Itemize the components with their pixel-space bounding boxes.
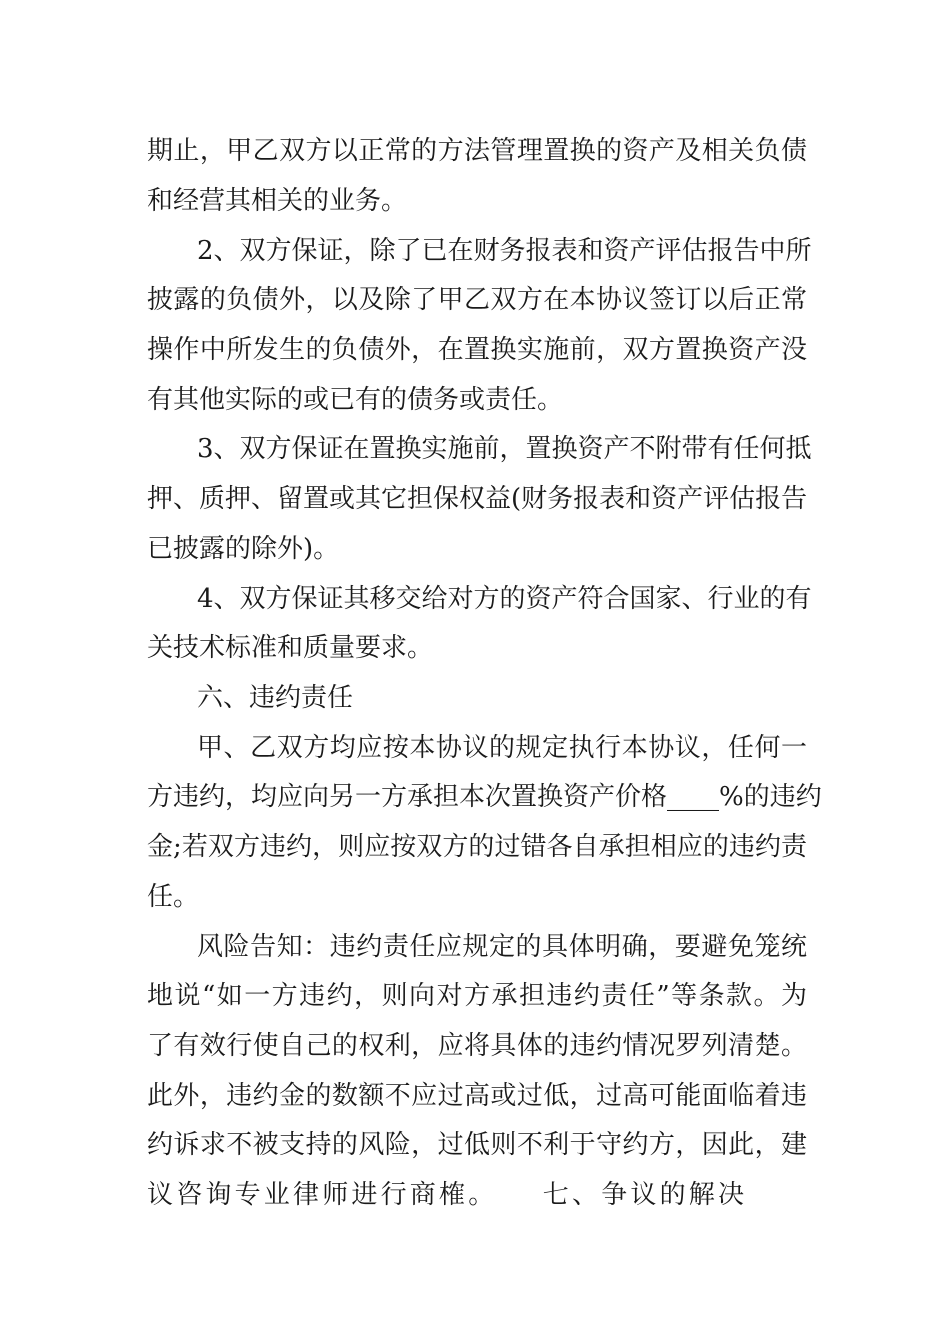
- text-line: 披露的负债外，以及除了甲乙双方在本协议签订以后正常: [147, 285, 807, 315]
- text-line: 方违约，均应向另一方承担本次置换资产价格____%的违约: [147, 782, 822, 812]
- text-line: 3、双方保证在置换实施前，置换资产不附带有任何抵: [197, 434, 812, 464]
- text-line: 地说“如一方违约，则向对方承担违约责任”等条款。为: [147, 981, 807, 1011]
- text-line: 2、双方保证，除了已在财务报表和资产评估报告中所: [197, 236, 812, 266]
- text-line: 期止，甲乙双方以正常的方法管理置换的资产及相关负债: [147, 136, 807, 166]
- text-line: 关技术标准和质量要求。: [147, 633, 434, 663]
- text-line: 操作中所发生的负债外，在置换实施前，双方置换资产没: [147, 335, 807, 365]
- text-line: 甲、乙双方均应按本协议的规定执行本协议，任何一: [197, 733, 807, 763]
- text-line: 金;若双方违约，则应按双方的过错各自承担相应的违约责: [147, 832, 807, 862]
- text-line: 有其他实际的或已有的债务或责任。: [147, 385, 564, 415]
- text-line: 风险告知：违约责任应规定的具体明确，要避免笼统: [197, 932, 807, 962]
- text-line: 任。: [147, 882, 200, 912]
- text-line: 此外，违约金的数额不应过高或过低，过高可能面临着违: [147, 1081, 807, 1111]
- text-line: 约诉求不被支持的风险，过低则不利于守约方，因此，建: [147, 1130, 807, 1160]
- text-line: 了有效行使自己的权利，应将具体的违约情况罗列清楚。: [147, 1031, 807, 1061]
- text-line: 4、双方保证其移交给对方的资产符合国家、行业的有: [197, 584, 812, 614]
- text-line: 议咨询专业律师进行商榷。 七、争议的解决: [147, 1180, 748, 1210]
- text-line: 和经营其相关的业务。: [147, 186, 408, 216]
- section-heading: 六、违约责任: [197, 683, 354, 713]
- text-line: 已披露的除外)。: [147, 534, 340, 564]
- text-line: 押、质押、留置或其它担保权益(财务报表和资产评估报告: [147, 484, 808, 514]
